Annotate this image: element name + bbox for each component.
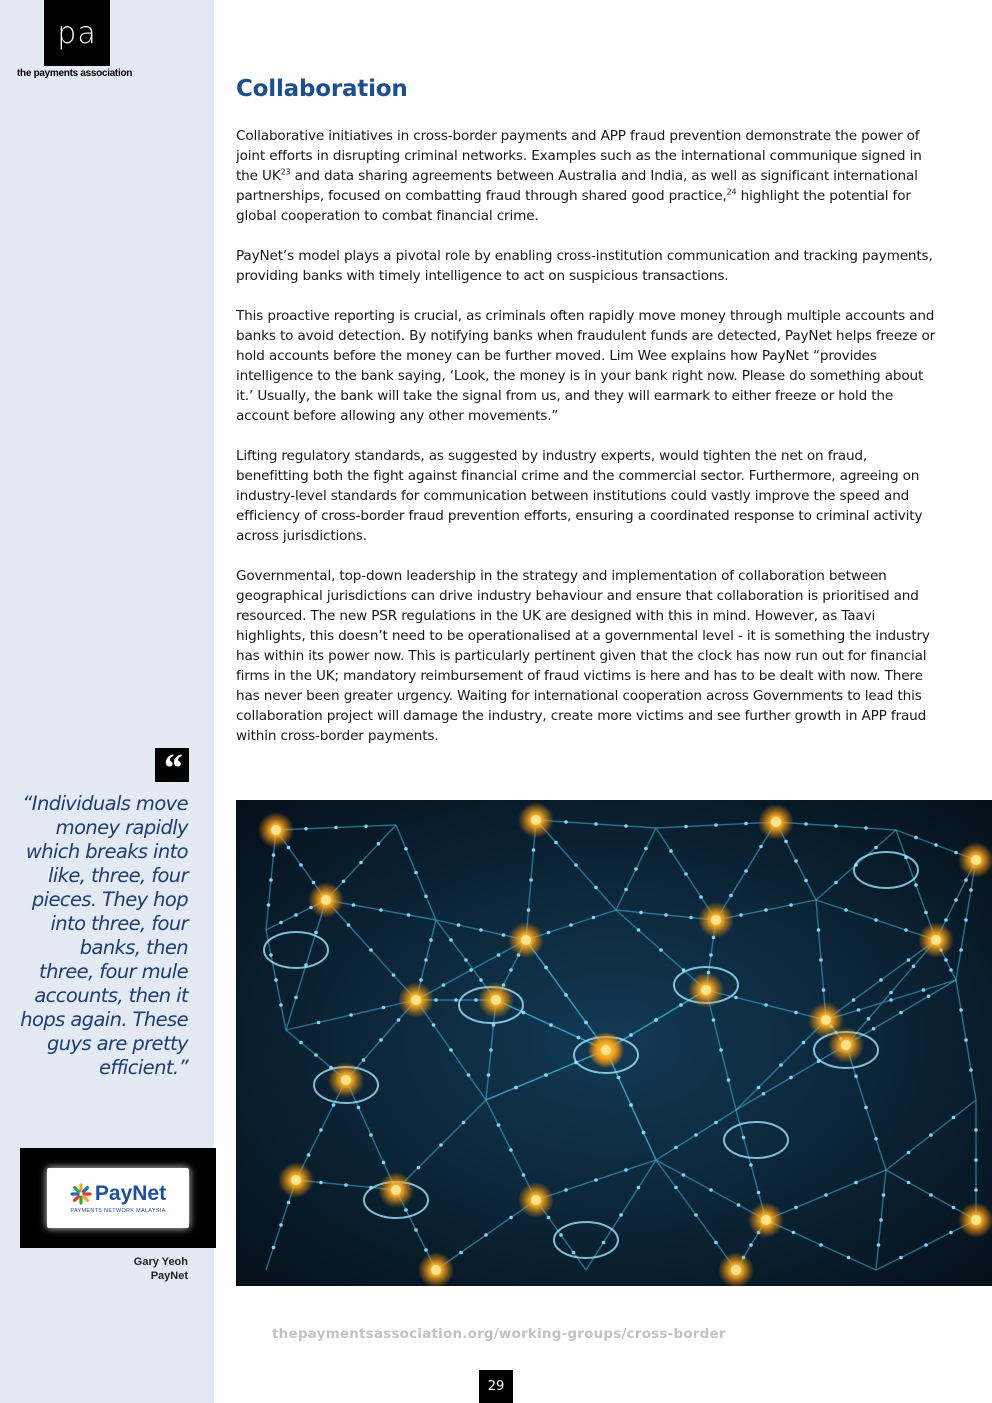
network-dot [279, 1223, 283, 1227]
network-dot [867, 1017, 871, 1021]
network-dot [287, 1201, 291, 1205]
network-dot [509, 1216, 513, 1220]
network-dot [279, 921, 283, 925]
network-dot [417, 1166, 421, 1170]
network-dot [449, 1048, 453, 1052]
network-dot [429, 938, 433, 942]
network-dot [467, 1073, 471, 1077]
network-dot [314, 1053, 318, 1057]
paragraph-1 [236, 126, 936, 226]
network-dot [914, 883, 918, 887]
network-dot [317, 1021, 321, 1025]
sidebar [0, 0, 214, 1403]
network-dot [634, 867, 638, 871]
network-dot [679, 1003, 683, 1007]
network-dot [924, 911, 928, 915]
network-dot [574, 863, 578, 867]
network-dot [964, 1038, 968, 1042]
network-dot [269, 878, 273, 882]
network-graphic [236, 800, 992, 1286]
network-dot [764, 908, 768, 912]
network-dot [934, 843, 938, 847]
network-dot [784, 840, 788, 844]
network-dot [699, 895, 703, 899]
network-dot [927, 994, 931, 998]
network-dot [877, 1243, 881, 1247]
footnote-24[interactable]: 24 [726, 187, 737, 197]
network-dot [852, 998, 856, 1002]
footnote-23[interactable]: 23 [280, 167, 291, 177]
person-node-core [521, 935, 531, 945]
network-dot [564, 993, 568, 997]
network-dot [854, 1074, 858, 1078]
network-dot [397, 1018, 401, 1022]
network-dot [954, 851, 958, 855]
network-dot [714, 1121, 718, 1125]
network-dot [714, 823, 718, 827]
network-dot [514, 1086, 518, 1090]
network-dot [624, 1168, 628, 1172]
person-node-core [931, 935, 941, 945]
network-dot [319, 1128, 323, 1132]
network-dot [759, 845, 763, 849]
network-dot [929, 1133, 933, 1137]
network-dot [734, 996, 738, 1000]
network-dot [334, 826, 338, 830]
network-dot [404, 847, 408, 851]
network-dot [312, 881, 316, 885]
network-dot [484, 1233, 488, 1237]
network-dot [714, 1241, 718, 1245]
network-dot [592, 916, 596, 920]
network-dot [899, 1256, 903, 1260]
network-dot [594, 822, 598, 826]
network-dot [949, 1231, 953, 1235]
network-dot [424, 894, 428, 898]
network-dot [369, 948, 373, 952]
person-node-core [601, 1045, 611, 1055]
network-dot [949, 968, 953, 972]
network-dot [794, 1011, 798, 1015]
network-dot [414, 871, 418, 875]
network-dot [974, 1128, 978, 1132]
network-dot [802, 1041, 806, 1045]
network-dot [299, 863, 303, 867]
network-dot [462, 1121, 466, 1125]
network-dot [347, 923, 351, 927]
network-dot [882, 1193, 886, 1197]
person-node-core [411, 995, 421, 1005]
person-node-core [531, 1195, 541, 1205]
network-dot [522, 1173, 526, 1177]
network-dot [834, 881, 838, 885]
network-dot [379, 1038, 383, 1042]
network-dot [407, 913, 411, 917]
network-dot [382, 1161, 386, 1165]
network-dot [739, 913, 743, 917]
logo-mark: pa [57, 15, 97, 51]
person-node-core [431, 1265, 441, 1275]
person-node-core [971, 855, 981, 865]
network-dot [629, 1033, 633, 1037]
network-dot [342, 879, 346, 883]
paragraph-4: Lifting regulatory standards, as suggested by industry experts, would tighten the net on fraud, benefitting both the fight against financial crime and the commercial sector. Furthermore, agreeing on industry-level standards for communication between institutions could vastly improve the speed and efficiency of cross-border fraud prevention efforts, ensuring a coordinated response to criminal activity across jurisdictions. [236, 448, 923, 544]
network-dot [689, 916, 693, 920]
network-dot [392, 973, 396, 977]
person-node-core [771, 817, 781, 827]
network-dot [424, 1248, 428, 1252]
logo-wordmark: the payments association [17, 68, 133, 79]
paynet-name: PayNet [94, 1182, 167, 1205]
network-dot [874, 1137, 878, 1141]
network-dot [954, 898, 958, 902]
person-node-core [731, 1265, 741, 1275]
network-dot [899, 1011, 903, 1015]
network-dot [729, 894, 733, 898]
paragraph-1-text-c: highlight the potential for global cooperation to combat financial crime. [236, 188, 911, 224]
network-dot [497, 1123, 501, 1127]
network-dot [674, 1146, 678, 1150]
network-dot [319, 1181, 323, 1185]
network-dot [764, 1003, 768, 1007]
person-node-core [761, 1215, 771, 1225]
network-dot [274, 978, 278, 982]
network-dot [854, 1181, 858, 1185]
quote-organisation: PayNet [150, 1270, 188, 1282]
network-dot [669, 849, 673, 853]
network-dot [964, 878, 968, 882]
network-dot [479, 978, 483, 982]
paynet-logo [47, 1168, 189, 1228]
network-dot [744, 822, 748, 826]
network-dot [912, 964, 916, 968]
network-dot [639, 911, 643, 915]
network-dot [794, 1206, 798, 1210]
network-dot [694, 1213, 698, 1217]
quote-person: Gary Yeoh [133, 1256, 188, 1268]
network-dot [737, 1203, 741, 1207]
network-dot [642, 1131, 646, 1135]
network-dot [459, 1251, 463, 1255]
network-dot [404, 1208, 408, 1212]
network-dot [299, 1041, 303, 1045]
network-dot [819, 958, 823, 962]
network-dot [904, 928, 908, 932]
network-dot [602, 1241, 606, 1245]
network-dot [709, 1188, 713, 1192]
network-dot [914, 836, 918, 840]
section-heading: Collaboration [236, 76, 408, 102]
paragraph-5: Governmental, top-down leadership in the strategy and implementation of collaboration between geographical jurisdictions can drive industry behaviour and ensure that collaboration is prioritised and resourced. The new PSR regulations in the UK are designed with this in mind. However, as Taavi highlights, this doesn’t need to be operationalised at a governmental level - it is something the industry has within its power now. This is particularly pertinent given that the clock has now run out for financial firms in the UK; mandatory reimbursement of fraud victims is here and has to be dealt with now. There has never been greater urgency. Waiting for international cooperation across Governments to lead this collaboration project will damage the industry, create more victims and see further growth in APP fraud within cross-border payments. [236, 568, 930, 744]
network-dot [527, 908, 531, 912]
network-dot [474, 998, 478, 1002]
network-dot [594, 886, 598, 890]
network-dot [362, 1058, 366, 1062]
network-dot [569, 923, 573, 927]
network-dot [559, 1233, 563, 1237]
network-dot [357, 1106, 361, 1110]
network-dot [694, 1133, 698, 1137]
network-dot [382, 1006, 386, 1010]
person-node-core [531, 815, 541, 825]
network-dot [974, 1158, 978, 1162]
network-dot [497, 953, 501, 957]
network-dot [922, 988, 926, 992]
person-node-core [701, 985, 711, 995]
network-dot [577, 1036, 581, 1040]
network-dot [712, 1018, 716, 1022]
network-dot [744, 869, 748, 873]
network-dot [819, 1243, 823, 1247]
network-dot [439, 1143, 443, 1147]
network-dot [464, 958, 468, 962]
network-dot [509, 1148, 513, 1152]
person-node-core [341, 1075, 351, 1085]
person-node-core [711, 915, 721, 925]
network-dot [544, 1073, 548, 1077]
network-dot [294, 996, 298, 1000]
network-dot [674, 1186, 678, 1190]
network-dot [442, 983, 446, 987]
network-dot [817, 928, 821, 932]
network-dot [294, 913, 298, 917]
network-dot [874, 846, 878, 850]
network-dot [684, 825, 688, 829]
network-dot [907, 1151, 911, 1155]
network-dot [907, 958, 911, 962]
network-dot [864, 1106, 868, 1110]
network-dot [434, 998, 438, 1002]
network-dot [352, 903, 356, 907]
article-body [236, 126, 936, 766]
network-dot [794, 859, 798, 863]
network-dot [377, 842, 381, 846]
network-dot [637, 928, 641, 932]
network-dot [544, 966, 548, 970]
network-dot [944, 918, 948, 922]
network-dot [654, 1018, 658, 1022]
network-dot [549, 1023, 553, 1027]
network-dot [637, 1186, 641, 1190]
network-dot [594, 1178, 598, 1182]
network-dot [414, 1228, 418, 1232]
network-dot [349, 1013, 353, 1017]
network-dot [727, 1078, 731, 1082]
network-dot [584, 1021, 588, 1025]
network-dot [834, 824, 838, 828]
paynet-logo-panel [20, 1148, 216, 1248]
person-node-core [971, 1215, 981, 1225]
network-dot [757, 1191, 761, 1195]
network-dot [969, 1068, 973, 1072]
network-dot [952, 1206, 956, 1210]
network-illustration [236, 800, 992, 1286]
network-dot [804, 879, 808, 883]
network-dot [554, 841, 558, 845]
network-dot [952, 1116, 956, 1120]
network-dot [424, 958, 428, 962]
network-dot [469, 968, 473, 972]
network-dot [479, 928, 483, 932]
network-dot [684, 872, 688, 876]
network-dot [509, 968, 513, 972]
network-dot [629, 1103, 633, 1107]
network-dot [864, 826, 868, 830]
network-dot [619, 1213, 623, 1217]
paragraph-3: This proactive reporting is crucial, as criminals often rapidly move money through multiple accounts and banks to avoid detection. By notifying banks when fraudulent funds are detected, PayNet helps freeze or hold accounts before the money can be further moved. Lim Wee explains how PayNet “provides intelligence to the bank saying, ‘Look, the money is in your bank right now. Please do something about it.’ Usually, the bank will take the signal from us, and they will earmark to either freeze or hold the account before allowing any other movements.” [236, 308, 936, 424]
footer-url[interactable]: thepaymentsassociation.org/working-groups/cross-border [272, 1326, 726, 1342]
network-dot [644, 847, 648, 851]
network-dot [572, 1251, 576, 1255]
network-dot [889, 991, 893, 995]
network-dot [762, 1092, 766, 1096]
network-dot [889, 998, 893, 1002]
network-dot [959, 1008, 963, 1012]
network-dot [959, 948, 963, 952]
network-dot [924, 1243, 928, 1247]
network-dot [359, 861, 363, 865]
network-dot [344, 1183, 348, 1187]
network-dot [432, 1023, 436, 1027]
network-dot [659, 948, 663, 952]
network-dot [279, 1003, 283, 1007]
paragraph-1-text-b: and data sharing agreements between Australia and India, as well as significant international partnerships, focused on combatting fraud through shared good practice, [236, 168, 918, 204]
network-dot [364, 824, 368, 828]
network-dot [789, 1076, 793, 1080]
paragraph-2: PayNet’s model plays a pivotal role by enabling cross-institution communication and tracking payments, providing banks with timely intelligence to act on suspicious transactions. [236, 248, 933, 284]
paragraph-1-text-a: Collaborative initiatives in cross-border payments and APP fraud prevention demonstrate the power of joint efforts in disrupting criminal networks. Examples such as the international communique signed in the UK [236, 128, 922, 184]
network-dot [974, 1188, 978, 1192]
network-dot [272, 853, 276, 857]
network-dot [682, 1173, 686, 1177]
quote-mark-icon: “ [155, 748, 189, 782]
network-dot [709, 953, 713, 957]
network-dot [379, 908, 383, 912]
network-dot [929, 1193, 933, 1197]
pull-quote: “Individuals move money rapidly which breaks into like, three, four pieces. They hop into three, four banks, then three, four mule accounts, then it hops again. These guys are pretty efficient.” [20, 792, 188, 1079]
network-dot [624, 824, 628, 828]
network-dot [789, 903, 793, 907]
network-dot [532, 848, 536, 852]
paynet-asterisk-icon [70, 1183, 92, 1205]
person-node-core [391, 1185, 401, 1195]
network-dot [304, 827, 308, 831]
network-dot [307, 1153, 311, 1157]
network-dot [564, 820, 568, 824]
network-dot [742, 1136, 746, 1140]
person-node-core [321, 895, 331, 905]
person-node-core [291, 1175, 301, 1185]
network-dot [804, 822, 808, 826]
person-node-core [821, 1015, 831, 1025]
network-dot [489, 1048, 493, 1052]
network-dot [454, 998, 458, 1002]
association-logo[interactable] [44, 0, 110, 66]
network-dot [872, 1027, 876, 1031]
network-dot [847, 1256, 851, 1260]
network-dot [419, 978, 423, 982]
network-dot [944, 958, 948, 962]
network-dot [969, 888, 973, 892]
network-dot [267, 903, 271, 907]
network-dot [824, 1193, 828, 1197]
network-dot [749, 1163, 753, 1167]
network-dot [369, 1133, 373, 1137]
network-dot [449, 938, 453, 942]
network-dot [487, 1073, 491, 1077]
quote-attribution [60, 1255, 188, 1283]
network-dot [757, 1086, 761, 1090]
network-dot [617, 1076, 621, 1080]
network-dot [719, 1048, 723, 1052]
network-dot [547, 931, 551, 935]
person-node-core [841, 1040, 851, 1050]
network-dot [624, 888, 628, 892]
network-dot [879, 1218, 883, 1222]
person-node-core [271, 825, 281, 835]
person-node-core [491, 995, 501, 1005]
network-dot [547, 1216, 551, 1220]
network-dot [272, 1246, 276, 1250]
network-dot [879, 978, 883, 982]
network-dot [457, 923, 461, 927]
network-dot [779, 1063, 783, 1067]
network-dot [792, 1231, 796, 1235]
network-dot [314, 931, 318, 935]
network-dot [857, 1008, 861, 1012]
paynet-tagline: PAYMENTS NETWORK MALAYSIA [70, 1208, 166, 1214]
network-dot [332, 1103, 336, 1107]
network-dot [907, 1181, 911, 1185]
network-dot [844, 908, 848, 912]
network-dot [749, 1243, 753, 1247]
network-dot [822, 988, 826, 992]
network-dot [664, 913, 668, 917]
network-dot [564, 1188, 568, 1192]
network-dot [529, 878, 533, 882]
network-dot [502, 933, 506, 937]
network-dot [964, 918, 968, 922]
network-dot [287, 846, 291, 850]
network-dot [874, 918, 878, 922]
network-dot [269, 953, 273, 957]
page-number: 29 [479, 1370, 513, 1403]
